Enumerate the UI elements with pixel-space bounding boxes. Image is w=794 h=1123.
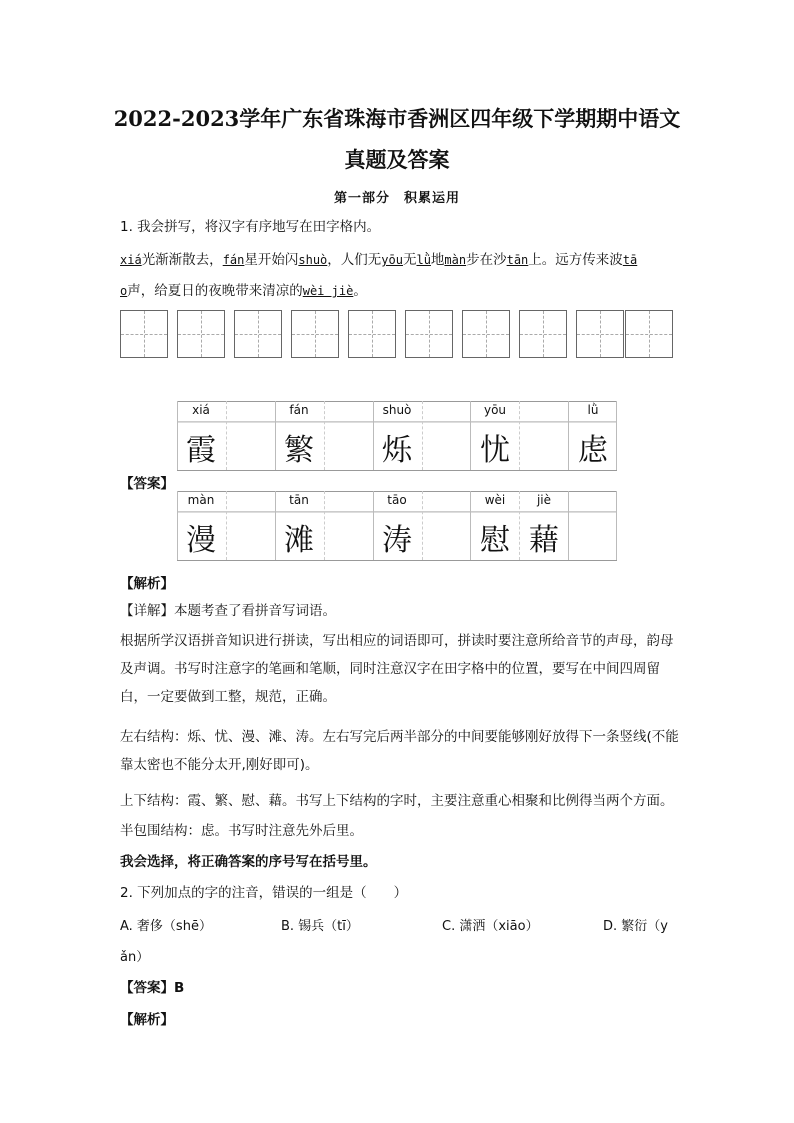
pinyin-blank: xiá [120, 253, 142, 267]
pinyin-blank: màn [444, 253, 467, 267]
pinyin-blank: fán [222, 253, 245, 267]
text-segment: 声，给夏日的夜晚带来清凉的 [127, 283, 303, 299]
answer-character: 慰 [480, 523, 510, 558]
q2-option-a: A. 奢侈（shē） [120, 919, 212, 934]
pinyin-blank: lǜ [416, 253, 431, 267]
q2-answer-text: 【答案】B [120, 980, 185, 996]
section2-heading: 我会选择，将正确答案的序号写在括号里。 [120, 854, 377, 870]
page-title: 2022-2023学年广东省珠海市香洲区四年级下学期期中语文 [113, 106, 681, 131]
text-segment: 步在沙 [466, 252, 507, 268]
answer-pinyin: yōu [483, 403, 507, 417]
answer-character: 漫 [186, 523, 216, 558]
answer-label: 【答案】 [120, 476, 174, 492]
pinyin-blank: tān [506, 253, 529, 267]
tianzige-cell[interactable] [625, 310, 673, 358]
answer-character: 霞 [186, 433, 216, 468]
tianzige-cell[interactable] [234, 310, 282, 358]
tianzige-cell[interactable] [291, 310, 339, 358]
page-title-line2: 真题及答案 [344, 147, 450, 172]
q1-text-line2 [120, 281, 367, 301]
answer-pinyin: fán [289, 403, 309, 417]
answer-pinyin: lǜ [587, 403, 599, 417]
tianzige-cell[interactable] [462, 310, 510, 358]
q2-option-d-cont: ǎn） [120, 950, 150, 965]
pinyin-blank: tā [622, 253, 638, 267]
q2-analysis-label: 【解析】 [120, 1012, 174, 1028]
answer-character: 虑 [578, 433, 608, 468]
answer-grid-1 [177, 401, 617, 471]
analysis-para-4: 半包围结构：虑。书写时注意先外后里。 [120, 823, 363, 839]
answer-character: 烁 [382, 433, 412, 468]
tianzige-cell[interactable] [405, 310, 453, 358]
answer-character: 忧 [480, 433, 510, 468]
answer-pinyin: wèi [484, 493, 506, 507]
analysis-para-3: 上下结构：霞、繁、慰、藉。书写上下结构的字时，主要注意重心相聚和比例得当两个方面。 [120, 793, 674, 809]
text-segment: 上。远方传来波 [528, 252, 623, 268]
pinyin-blank: shuò [298, 253, 328, 267]
pinyin-blank: o [120, 284, 128, 298]
q2-option-c: C. 潇洒（xiāo） [442, 919, 539, 934]
tianzige-cell[interactable] [576, 310, 624, 358]
answer-grid-2 [177, 491, 617, 561]
analysis-para-1: 根据所学汉语拼音知识进行拼读，写出相应的词语即可，拼读时要注意所给音节的声母，韵母及声调。书写时注意字的笔画和笔顺，同时注意汉字在田字格中的位置，要写在中间四周留白，一定要做到工整，规范，正确。 [120, 633, 674, 705]
analysis-para-2: 左右结构：烁、忧、漫、滩、涛。左右写完后两半部分的中间要能够刚好放得下一条竖线(不能靠太密也不能分太开,刚好即可)。 [120, 729, 679, 773]
pinyin-blank: wèi jiè [302, 284, 354, 298]
tianzige-cell[interactable] [120, 310, 168, 358]
answer-pinyin: xiá [192, 403, 210, 417]
answer-character: 繁 [284, 433, 314, 468]
text-segment: 地 [430, 252, 445, 268]
tianzige-cell[interactable] [348, 310, 396, 358]
analysis-label: 【解析】 [120, 576, 174, 592]
section-heading: 第一部分 积累运用 [333, 191, 460, 206]
q2-answer [120, 976, 184, 996]
tianzige-cell[interactable] [519, 310, 567, 358]
text-segment: 无 [402, 252, 417, 268]
text-segment: 星开始闪 [244, 252, 299, 268]
text-segment: 。 [353, 283, 367, 299]
answer-pinyin: tāo [387, 493, 407, 507]
text-segment: ，人们无 [327, 252, 382, 268]
answer-pinyin: shuò [382, 403, 412, 417]
q2-option-d: D. 繁衍（y [603, 919, 668, 934]
answer-pinyin: màn [187, 493, 215, 507]
pinyin-blank: yōu [381, 253, 403, 267]
detail-text: 【详解】本题考查了看拼音写词语。 [120, 603, 336, 619]
q2-option-b: B. 锡兵（tī） [281, 919, 359, 934]
q1-text-line1 [120, 250, 637, 270]
tianzige-cell[interactable] [177, 310, 225, 358]
q1-prompt: 1. 我会拼写，将汉字有序地写在田字格内。 [120, 219, 381, 235]
answer-pinyin: jiè [536, 493, 552, 507]
answer-character: 滩 [284, 523, 314, 558]
text-segment: 光渐渐散去， [141, 252, 223, 268]
answer-character: 涛 [382, 523, 412, 558]
q2-prompt: 2. 下列加点的字的注音，错误的一组是（ ） [120, 885, 408, 901]
answer-pinyin: tān [289, 493, 309, 507]
answer-character: 藉 [529, 523, 559, 558]
